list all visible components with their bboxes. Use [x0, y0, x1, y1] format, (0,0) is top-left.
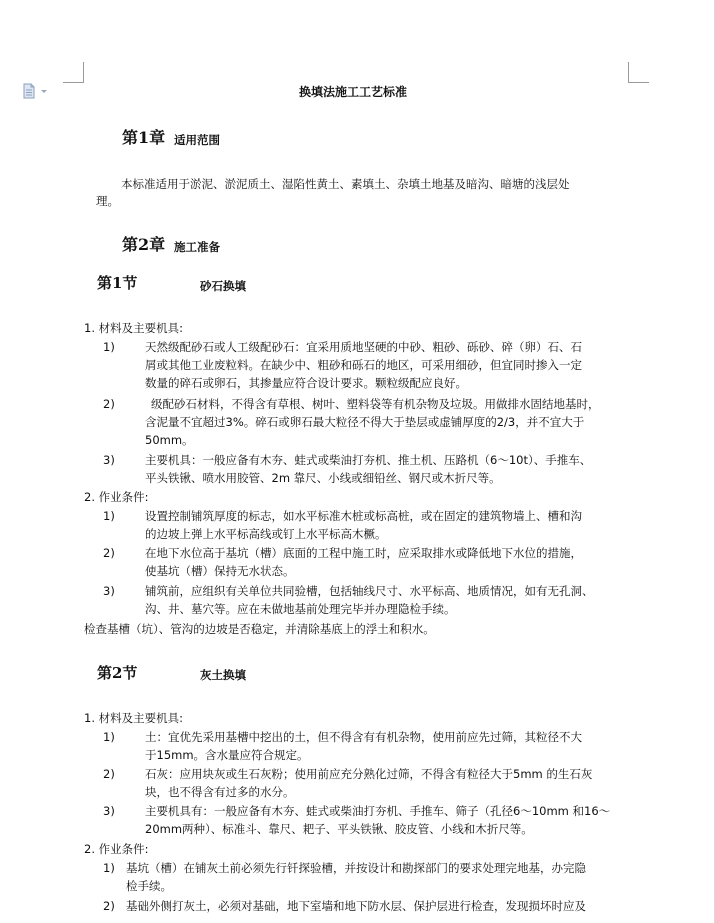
list-number: 3): [103, 584, 115, 598]
chapter-1-body-line: 理。: [96, 194, 119, 208]
chapter-2-title: 施工准备: [174, 240, 220, 254]
list-item-line: 数量的碎石或卵石，其掺量应符合设计要求。颗粒级配应良好。: [145, 376, 467, 390]
chapter-1-number: 第1章: [122, 128, 166, 147]
list-number: 2): [103, 767, 115, 781]
list-number: 1): [103, 509, 115, 523]
list-heading: 1. 材料及主要机具:: [84, 321, 184, 335]
list-heading: 2. 作业条件:: [84, 490, 149, 504]
list-item-line: 使基坑（槽）保持无水状态。: [145, 564, 295, 578]
list-item-line: 20mm两种）、标准斗、靠尺、耙子、平头铁锹、胶皮管、小线和木折尺等。: [145, 822, 533, 836]
list-item-line: 铺筑前，应组织有关单位共同验槽，包括轴线尺寸、水平标高、地质情况，如有无孔洞、: [145, 584, 594, 598]
document-icon[interactable]: [22, 83, 50, 99]
list-item-line: 主要机具有：一般应备有木夯、蛙式或柴油打夯机、手推车、筛子（孔径6～10mm 和16～: [145, 804, 611, 818]
list-item-line: 检手续。: [126, 879, 172, 893]
list-number: 1): [103, 861, 115, 875]
list-item-line: 块，也不得含有过多的水分。: [145, 785, 295, 799]
list-heading: 1. 材料及主要机具:: [84, 711, 184, 725]
list-number: 2): [103, 397, 115, 411]
margin-mark-top-right: [628, 62, 649, 83]
list-number: 2): [103, 899, 115, 913]
list-number: 2): [103, 546, 115, 560]
list-item-line: 沟、井、墓穴等。应在未做地基前处理完毕并办理隐检手续。: [145, 602, 456, 616]
document-title: 换填法施工工艺标准: [299, 85, 408, 99]
list-item-line: 的边坡上弹上水平标高线或钉上水平标高木橛。: [145, 527, 387, 541]
list-item-line: 级配砂石材料，不得含有草根、树叶、塑料袋等有机杂物及垃圾。用做排水固结地基时，: [151, 397, 600, 411]
chapter-1-title: 适用范围: [174, 133, 220, 147]
list-item-line: 天然级配砂石或人工级配砂石：宜采用质地坚硬的中砂、粗砂、砾砂、碎（卵）石、石: [145, 340, 582, 354]
list-number: 3): [103, 453, 115, 467]
list-item-line: 屑或其他工业废粒料。在缺少中、粗砂和砾石的地区，可采用细砂，但宜同时掺入一定: [145, 358, 582, 372]
list-number: 3): [103, 804, 115, 818]
list-item-line: 于15mm。含水量应符合规定。: [145, 748, 309, 762]
list-item-line: 土：宜优先采用基槽中挖出的土，但不得含有有机杂物，使用前应先过筛，其粒径不大: [145, 730, 582, 744]
chapter-1-body-line: 本标准适用于淤泥、淤泥质土、湿陷性黄土、素填土、杂填土地基及暗沟、暗塘的浅层处: [121, 177, 570, 191]
list-item-line: 含泥量不宜超过3%。碎石或卵石最大粒径不得大于垫层或虚铺厚度的2/3，并不宜大于: [145, 415, 585, 429]
section-1-number: 第1节: [97, 274, 138, 292]
margin-mark-top-left: [63, 62, 84, 83]
list-item-line: 主要机具：一般应备有木夯、蛙式或柴油打夯机、推土机、压路机（6～10t）、手推车、: [145, 453, 592, 467]
section-2-number: 第2节: [97, 664, 138, 682]
list-item-line: 平头铁锹、喷水用胶管、2m 靠尺、小线或细铅丝、钢尺或木折尺等。: [145, 471, 501, 485]
list-item-line: 在地下水位高于基坑（槽）底面的工程中施工时，应采取排水或降低地下水位的措施，: [145, 546, 582, 560]
section-2-title: 灰土换填: [200, 668, 246, 682]
section-1-title: 砂石换填: [200, 279, 246, 293]
list-item-line: 50mm。: [145, 433, 194, 447]
list-number: 1): [103, 730, 115, 744]
list-item-line: 设置控制铺筑厚度的标志，如水平标准木桩或标高桩，或在固定的建筑物墙上、槽和沟: [145, 509, 582, 523]
list-item-line: 基础外侧打灰土，必须对基础，地下室墙和地下防水层、保护层进行检查，发现损坏时应及: [126, 899, 586, 913]
list-item-line: 基坑（槽）在铺灰土前必须先行钎探验槽，并按设计和勘探部门的要求处理完地基，办完隐: [126, 861, 586, 875]
paragraph-line: 检查基槽（坑）、管沟的边坡是否稳定，并清除基底上的浮土和积水。: [84, 622, 435, 636]
list-number: 1): [103, 340, 115, 354]
chapter-2-number: 第2章: [122, 235, 166, 254]
list-heading: 2. 作业条件:: [84, 842, 149, 856]
list-item-line: 石灰：应用块灰或生石灰粉；使用前应充分熟化过筛，不得含有粒径大于5mm 的生石灰: [145, 767, 593, 781]
